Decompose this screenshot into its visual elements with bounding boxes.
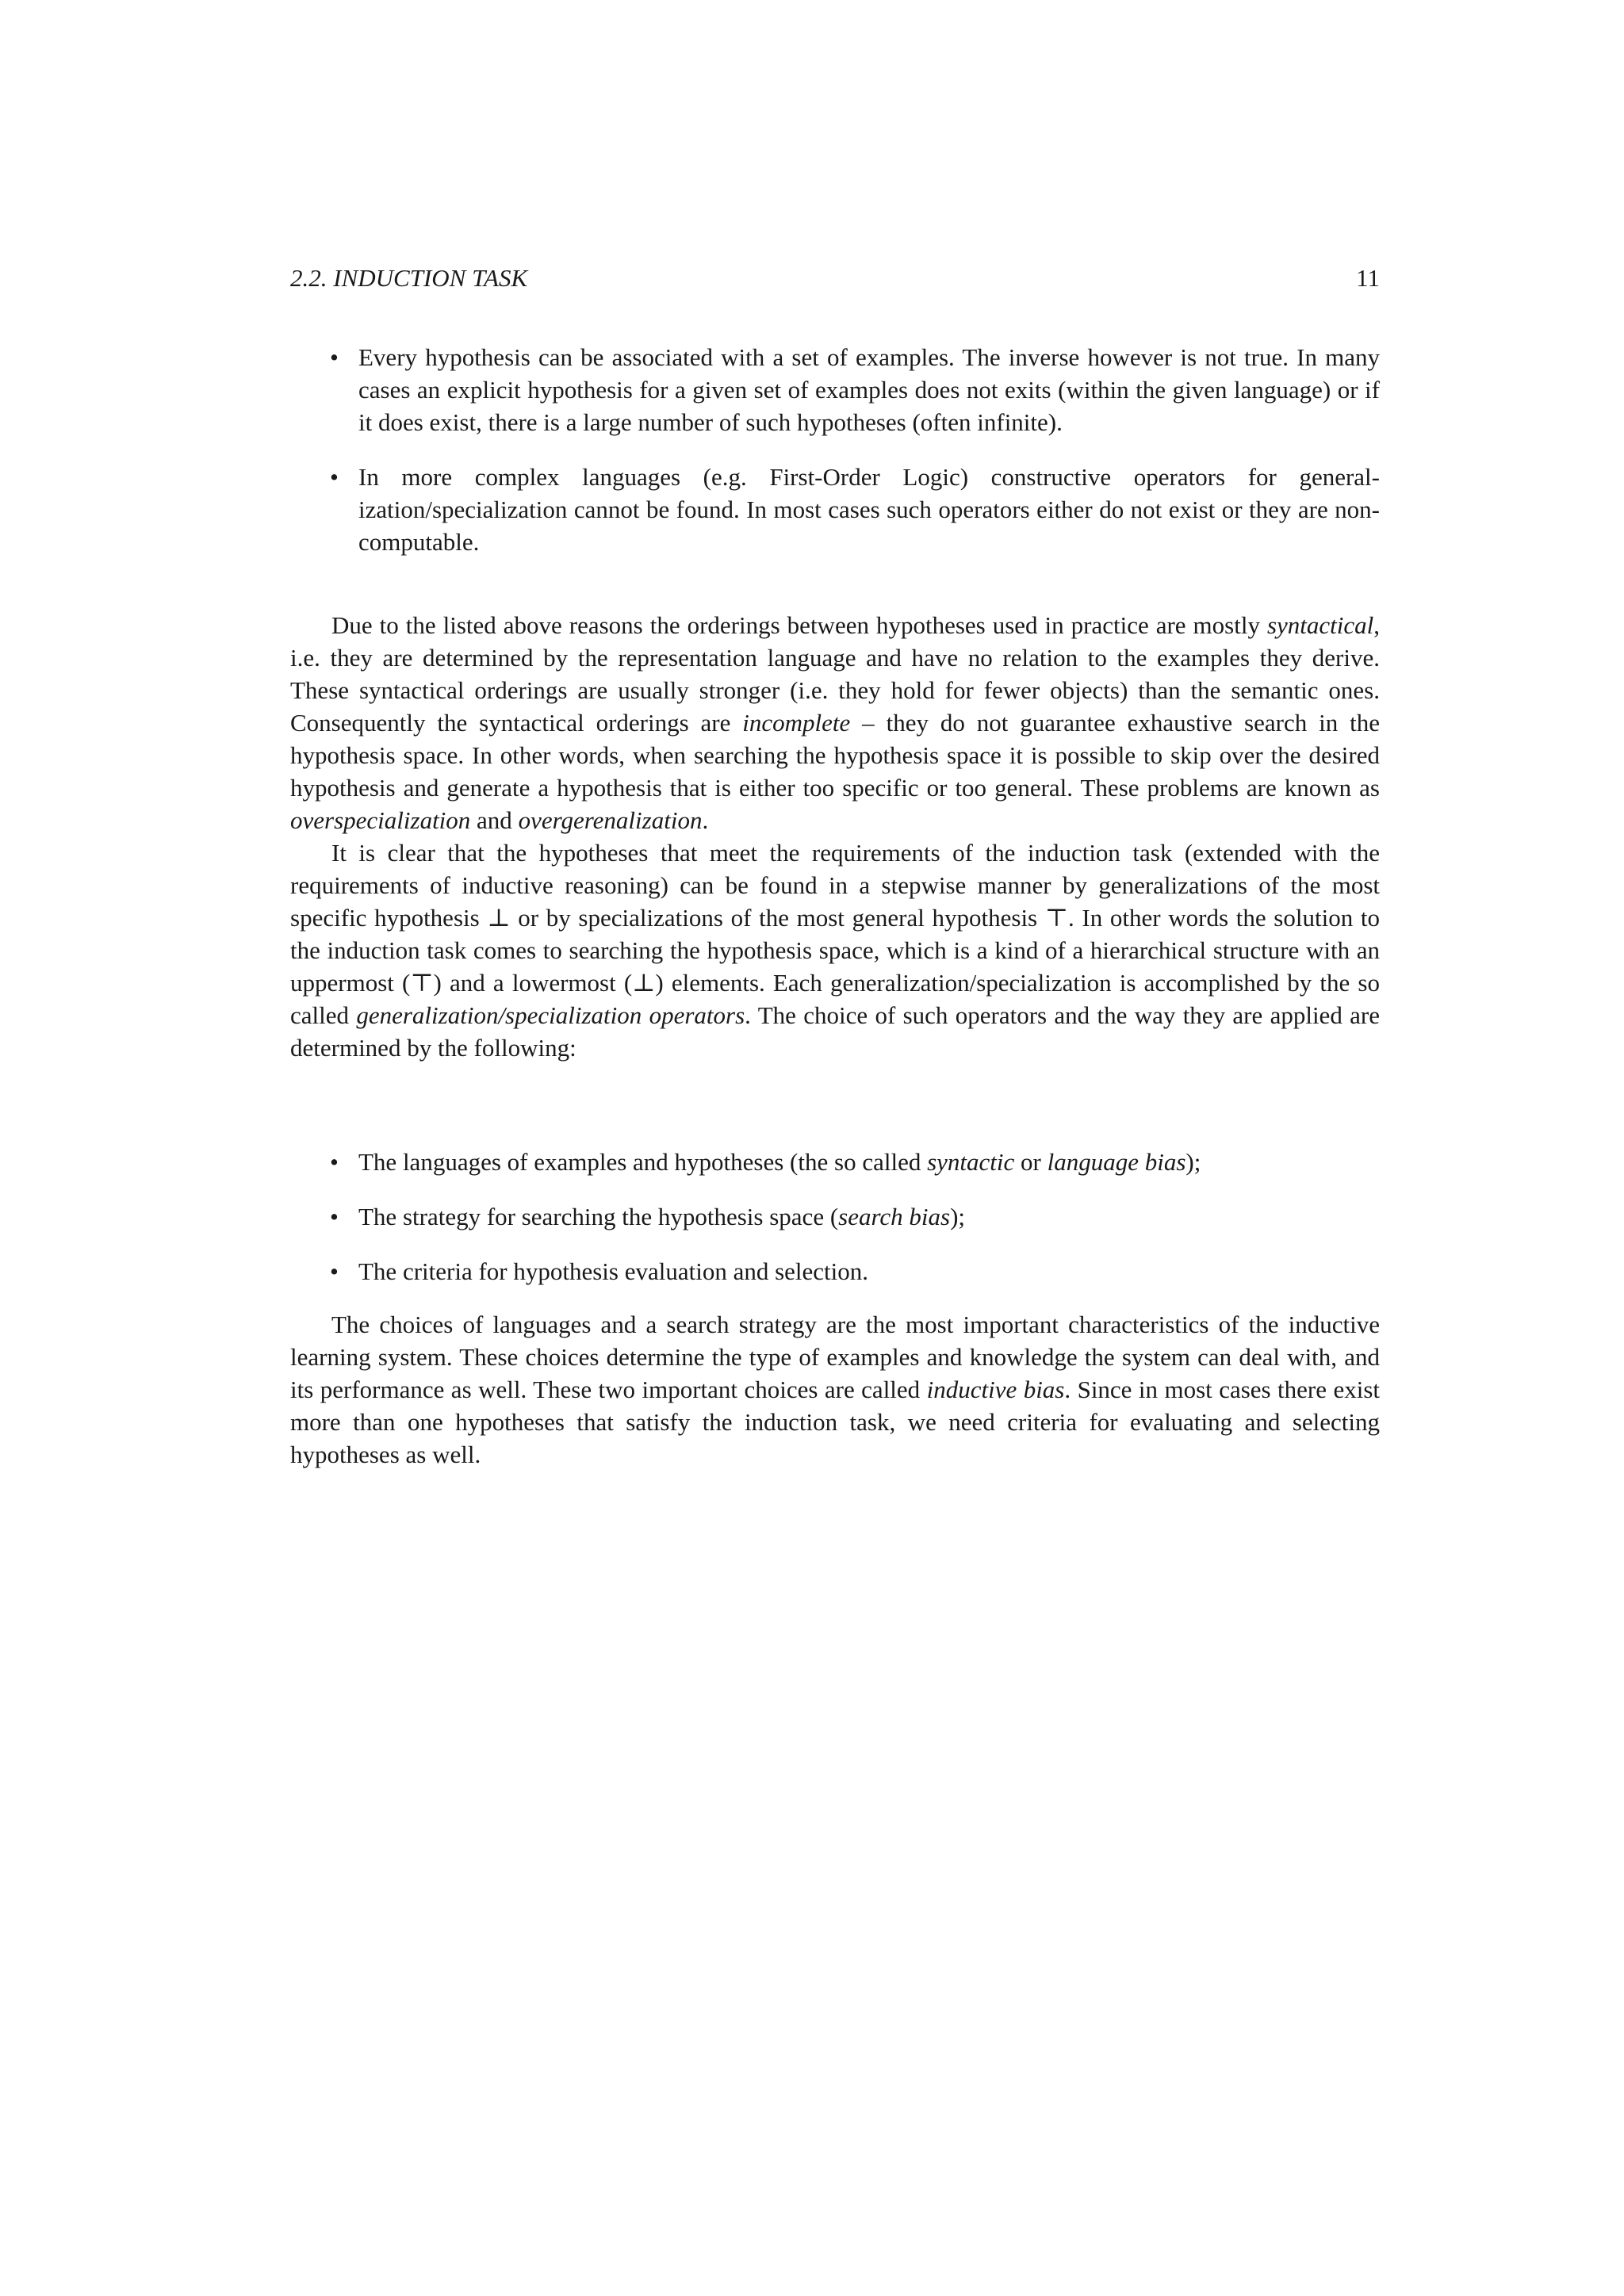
paragraph-text: It is clear that the hypotheses that meet the requirements of the induction task (extended with the requirements of inductive reasoning) can be found in a stepwise manner by generalizations of the most specific hypothesis ⊥ or by specializations of the most general hypothesis ⊤. In other words the solution to the induction task comes to searching the hypothesis space, which is a kind of a hierarchical structure with an uppermost (⊤) and a lowermost (⊥) elements. Each generalization/specialization is accomplished by the so called xyxy=(290,839,1380,1029)
paragraph-text: – they do not guarantee exhaustive search in the hypothesis space. In other words, when searching the hypothesis space it is possible to skip over the desired hypothesis and generate a hypothesis that is either too specific or too general. These problems are known as xyxy=(290,709,1380,802)
term-syntactical: syntactical xyxy=(1266,611,1374,639)
bullet-icon: • xyxy=(330,1257,339,1285)
paragraph-text: The choices of languages and a search strategy are the most important characteristics of the inductive learning system. These choices determine the type of examples and knowledge the system can deal with, and its performance as well. These two important choices are called xyxy=(290,1311,1380,1403)
list-item-text: The strategy for searching the hypothesis space ( xyxy=(358,1203,839,1230)
list-item-text: Every hypothesis can be associated with a set of examples. The inverse however is not true. In many cases an explicit hypothesis for a given set of examples does not exits (within the given language) or if it does exist, there is a large number of such hypotheses (often infinite). xyxy=(358,343,1380,436)
closing-paragraph-block xyxy=(290,1308,1380,1471)
list-item xyxy=(290,1200,1380,1233)
list-item-text: or xyxy=(1014,1148,1048,1176)
paragraph-text: . Since in most cases there exist more than one hypotheses that satisfy the induction task, we need criteria for evaluating and selecting hypotheses as well. xyxy=(290,1376,1380,1468)
running-section-title: 2.2. INDUCTION TASK xyxy=(290,264,528,292)
list-item xyxy=(290,1146,1380,1178)
paragraph-text: . xyxy=(702,806,709,834)
list-item xyxy=(290,341,1380,438)
list-item-text: The criteria for hypothesis evaluation and selection. xyxy=(358,1257,869,1285)
bullet-icon: • xyxy=(330,1148,339,1176)
term-overgerenalization: overgerenalization xyxy=(518,806,703,834)
list-item-text: In more complex languages (e.g. First-Order Logic) constructive operators for generalization/specialization cannot be found. In most cases such operators either do not exist or they are non-computable. xyxy=(358,463,1380,556)
term-syntactic: syntactic xyxy=(927,1148,1015,1176)
bullet-list-biases xyxy=(290,1146,1380,1288)
paragraph-hypothesis-space xyxy=(290,836,1380,1064)
paragraph-text: and xyxy=(470,806,519,834)
list-item-text: The languages of examples and hypotheses (the so called xyxy=(358,1148,928,1176)
term-overspecialization: overspecialization xyxy=(290,806,471,834)
bullet-icon: • xyxy=(330,343,339,371)
running-header xyxy=(290,262,1380,294)
paragraph-syntactical-orderings xyxy=(290,609,1380,836)
paragraph-inductive-bias xyxy=(290,1308,1380,1471)
paragraph-text: Due to the listed above reasons the orderings between hypotheses used in practice are mostly xyxy=(331,611,1267,639)
term-incomplete: incomplete xyxy=(742,709,851,737)
term-operators: generalization/specialization operators xyxy=(356,1001,745,1029)
list-item xyxy=(290,461,1380,558)
list-item xyxy=(290,1255,1380,1288)
body-paragraphs xyxy=(290,609,1380,1064)
bullet-list-limitations xyxy=(290,341,1380,558)
paragraph-text: . The choice of such operators and the way they are applied are determined by the following: xyxy=(290,1001,1380,1062)
bullet-icon: • xyxy=(330,1203,339,1230)
list-item-text: ); xyxy=(1185,1148,1201,1176)
bullet-icon: • xyxy=(330,463,339,491)
term-search-bias: search bias xyxy=(838,1203,951,1230)
term-inductive-bias: inductive bias xyxy=(926,1376,1065,1403)
term-language-bias: language bias xyxy=(1047,1148,1186,1176)
page-number: 11 xyxy=(1356,264,1380,292)
list-item-text: ); xyxy=(950,1203,966,1230)
paragraph-text: , i.e. they are determined by the representation language and have no relation to the examples they derive. These syntactical orderings are usually stronger (i.e. they hold for fewer objects) than the semantic ones. Consequently the syntactical orderings are xyxy=(290,611,1380,737)
